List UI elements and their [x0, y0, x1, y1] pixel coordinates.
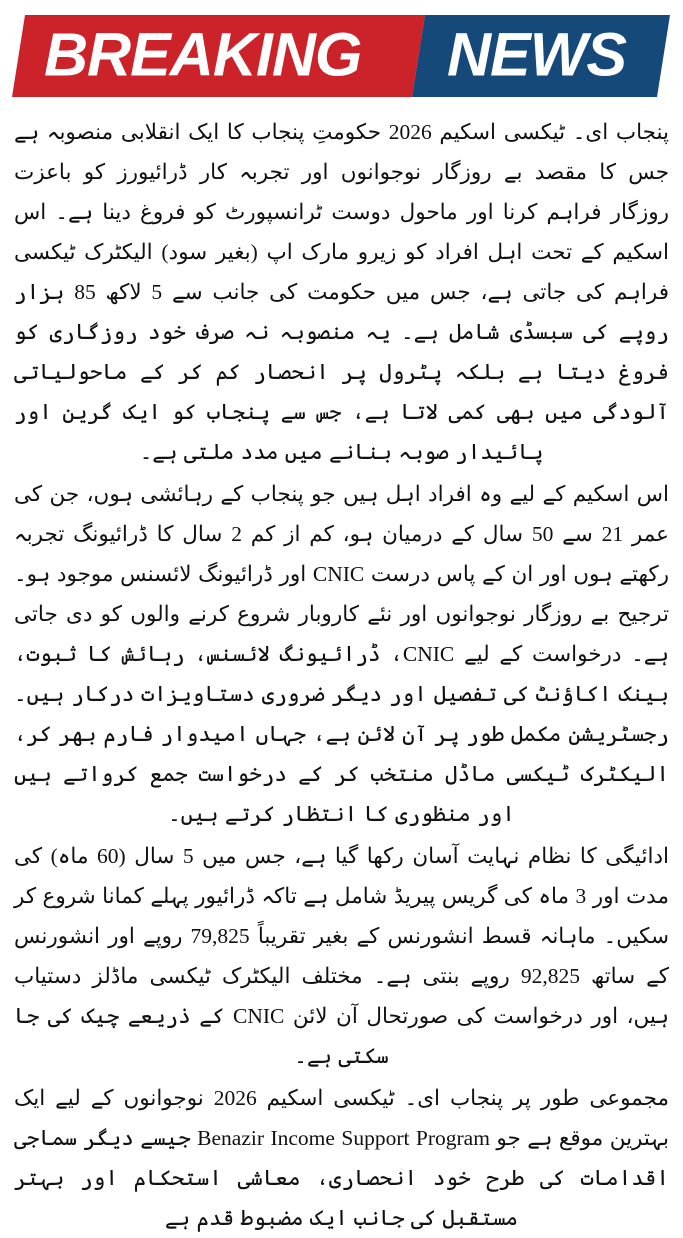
banner-graphic	[0, 15, 683, 97]
article-paragraph-3: ادائیگی کا نظام نہایت آسان رکھا گیا ہے، جس میں 5 سال (60 ماہ) کی مدت اور 3 ماہ کی گریس پیریڈ شامل ہے تاکہ ڈرائیور پہلے کمانا شروع کر سکیں۔ ماہانہ قسط انشورنس کے بغیر تقریباً 79,825 روپے اور انشورنس کے ساتھ 92,825 روپے بنتی ہے۔ مختلف الیکٹرک ٹیکسی ماڈلز دستیاب ہیں، اور درخواست کی صورتحال آن لائن CNIC کے ذریعے چیک کی جا سکتی ہے۔	[14, 844, 669, 1068]
banner-blue-block	[412, 15, 670, 97]
banner-shape-svg	[0, 15, 683, 97]
article-paragraph-1: پنجاب ای۔ ٹیکسی اسکیم 2026 حکومتِ پنجاب کا ایک انقلابی منصوبہ ہے جس کا مقصد بے روزگار نوجوانوں اور تجربہ کار ڈرائیورز کو باعزت روزگار فراہم کرنا اور ماحول دوست ٹرانسپورٹ کو فروغ دینا ہے۔ اس اسکیم کے تحت اہل افراد کو زیرو مارک اپ (بغیر سود) الیکٹرک ٹیکسی فراہم کی جاتی ہے، جس میں حکومت کی جانب سے 5 لاکھ 85 ہزار روپے کی سبسڈی شامل ہے۔ یہ منصوبہ نہ صرف خود روزگاری کو فروغ دیتا ہے بلکہ پٹرول پر انحصار کم کر کے ماحولیاتی آلودگی میں بھی کمی لاتا ہے، جس سے پنجاب کو ایک گرین اور پائیدار صوبہ بنانے میں مدد ملتی ہے۔	[14, 120, 669, 464]
article-body	[0, 112, 683, 1238]
banner-word-breaking: BREAKING	[44, 20, 362, 89]
article-paragraph-2: اس اسکیم کے لیے وہ افراد اہل ہیں جو پنجاب کے رہائشی ہوں، جن کی عمر 21 سے 50 سال کے درمیان ہو، کم از کم 2 سال کا ڈرائیونگ تجربہ رکھتے ہوں اور ان کے پاس درست CNIC اور ڈرائیونگ لائسنس موجود ہو۔ ترجیح بے روزگار نوجوانوں اور نئے کاروبار شروع کرنے والوں کو دی جاتی ہے۔ درخواست کے لیے CNIC، ڈرائیونگ لائسنس، رہائش کا ثبوت، بینک اکاؤنٹ کی تفصیل اور دیگر ضروری دستاویزات درکار ہیں۔ رجسٹریشن مکمل طور پر آن لائن ہے، جہاں امیدوار فارم بھر کر، الیکٹرک ٹیکسی ماڈل منتخب کر کے درخواست جمع کرواتے ہیں اور منظوری کا انتظار کرتے ہیں۔	[14, 482, 670, 826]
breaking-news-banner	[0, 0, 683, 112]
banner-word-news: NEWS	[447, 20, 626, 89]
banner-red-block	[12, 15, 425, 97]
article-paragraph-4: مجموعی طور پر پنجاب ای۔ ٹیکسی اسکیم 2026 نوجوانوں کے لیے ایک بہترین موقع ہے جو Benazir Income Support Program جیسے دیگر سماجی اقدامات کی طرح خود انحصاری، معاشی استحکام اور بہتر مستقبل کی جانب ایک مضبوط قدم ہے	[14, 1086, 669, 1230]
